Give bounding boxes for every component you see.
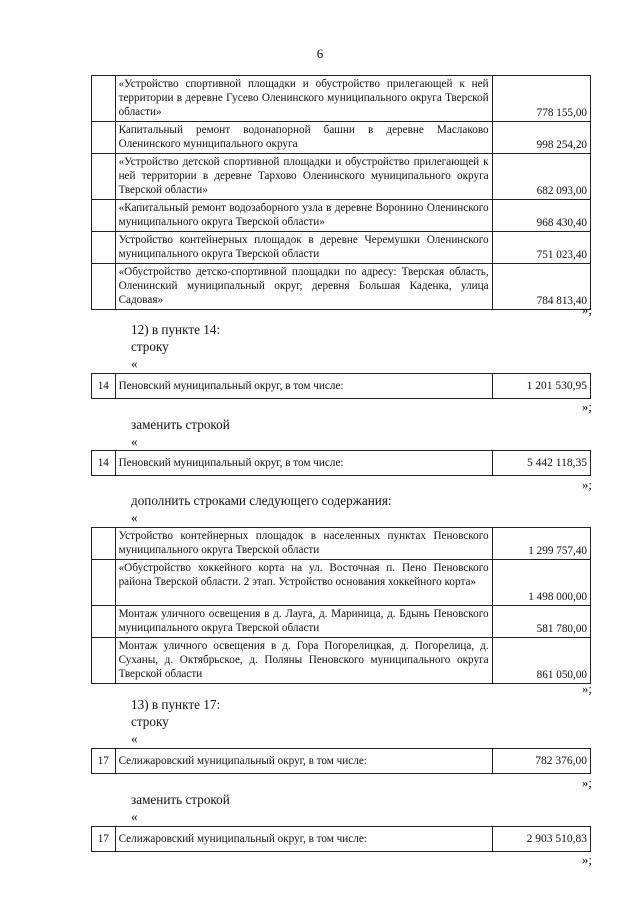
table-row xyxy=(92,122,591,154)
row-name-cell: Монтаж уличного освещения в д. Гора Погорелицкая, д. Погорелица, д. Суханы, д. Октябрьское, д. Поляны Пеновского муниципального округа Тверской области xyxy=(115,638,492,684)
row-number-cell: 14 xyxy=(92,451,116,476)
row-amount-cell: 998 254,20 xyxy=(492,122,590,154)
row-number-cell xyxy=(92,154,116,200)
page-number: 6 xyxy=(316,46,324,61)
row-name-cell: «Устройство спортивной площадки и обустройство прилегающей к ней территории в деревне Гусево Оленинского муниципального округа Тверской области» xyxy=(115,76,492,122)
row-amount-cell: 782 376,00 xyxy=(492,749,590,774)
row-number-cell xyxy=(92,638,116,684)
table-row xyxy=(92,374,591,399)
closing-quote: »; xyxy=(581,775,592,790)
section-12-heading: 12) в пункте 14: xyxy=(131,322,221,337)
row-amount-cell: 2 903 510,83 xyxy=(492,827,590,852)
row-name-cell: Селижаровский муниципальный округ, в том числе: xyxy=(115,827,492,852)
row-name-cell: «Устройство детской спортивной площадки и обустройство прилегающей к ней территории в деревне Тархово Оленинского муниципального округа Тверской области» xyxy=(115,154,492,200)
row-name-cell: «Капитальный ремонт водозаборного узла в деревне Воронино Оленинского муниципального округа Тверской области» xyxy=(115,200,492,232)
table-row xyxy=(92,560,591,606)
row-amount-cell: 784 813,40 xyxy=(492,264,590,310)
row-name-cell: Монтаж уличного освещения в д. Лауга, д. Мариница, д. Бдынь Пеновского муниципального округа Тверской области xyxy=(115,606,492,638)
row-amount-cell: 751 023,40 xyxy=(492,232,590,264)
row-name-cell: Капитальный ремонт водонапорной башни в деревне Маслаково Оленинского муниципального округа xyxy=(115,122,492,154)
table-old-row-14 xyxy=(91,373,591,399)
table-row xyxy=(92,200,591,232)
row-amount-cell: 778 155,00 xyxy=(492,76,590,122)
row-name-cell: Пеновский муниципальный округ, в том числе: xyxy=(115,374,492,399)
row-number-cell: 17 xyxy=(92,749,116,774)
row-amount-cell: 1 299 757,40 xyxy=(492,528,590,560)
section-13-heading: 13) в пункте 17: xyxy=(131,697,221,712)
row-label: строку xyxy=(131,339,169,354)
table-new-row-17 xyxy=(91,826,591,852)
replace-label: заменить строкой xyxy=(131,417,230,432)
row-amount-cell: 861 050,00 xyxy=(492,638,590,684)
row-number-cell xyxy=(92,232,116,264)
row-number-cell xyxy=(92,528,116,560)
row-number-cell xyxy=(92,606,116,638)
closing-quote: »; xyxy=(581,477,592,492)
closing-quote: »; xyxy=(581,681,592,696)
table-row xyxy=(92,606,591,638)
row-number-cell: 17 xyxy=(92,827,116,852)
opening-quote: « xyxy=(131,356,138,371)
row-label: строку xyxy=(131,714,169,729)
closing-quote: »; xyxy=(581,302,592,317)
row-amount-cell: 5 442 118,35 xyxy=(492,451,590,476)
table-row xyxy=(92,232,591,264)
table-row xyxy=(92,638,591,684)
table-row xyxy=(92,264,591,310)
row-number-cell xyxy=(92,560,116,606)
opening-quote: « xyxy=(131,510,138,525)
closing-quote: »; xyxy=(581,852,592,867)
row-number-cell xyxy=(92,76,116,122)
add-rows-label: дополнить строками следующего содержания: xyxy=(131,493,392,508)
table-row xyxy=(92,154,591,200)
row-amount-cell: 1 201 530,95 xyxy=(492,374,590,399)
row-name-cell: Устройство контейнерных площадок в населенных пунктах Пеновского муниципального округа Тверской области xyxy=(115,528,492,560)
replace-label: заменить строкой xyxy=(131,792,230,807)
row-amount-cell: 968 430,40 xyxy=(492,200,590,232)
table-added-rows xyxy=(91,527,591,684)
row-name-cell: «Обустройство детско-спортивной площадки по адресу: Тверская область, Оленинский муниципальный округ, деревня Большая Каденка, улица Садовая» xyxy=(115,264,492,310)
table-continuation xyxy=(91,75,591,310)
opening-quote: « xyxy=(131,434,138,449)
closing-quote: »; xyxy=(581,399,592,414)
opening-quote: « xyxy=(131,809,138,824)
row-name-cell: Пеновский муниципальный округ, в том числе: xyxy=(115,451,492,476)
opening-quote: « xyxy=(131,731,138,746)
row-amount-cell: 1 498 000,00 xyxy=(492,560,590,606)
row-number-cell xyxy=(92,264,116,310)
row-amount-cell: 682 093,00 xyxy=(492,154,590,200)
row-number-cell xyxy=(92,200,116,232)
table-row xyxy=(92,749,591,774)
table-new-row-14 xyxy=(91,450,591,476)
row-number-cell: 14 xyxy=(92,374,116,399)
row-number-cell xyxy=(92,122,116,154)
row-amount-cell: 581 780,00 xyxy=(492,606,590,638)
row-name-cell: «Обустройство хоккейного корта на ул. Восточная п. Пено Пеновского района Тверской области. 2 этап. Устройство основания хоккейного корта» xyxy=(115,560,492,606)
row-name-cell: Селижаровский муниципальный округ, в том числе: xyxy=(115,749,492,774)
table-row xyxy=(92,827,591,852)
table-row xyxy=(92,528,591,560)
row-name-cell: Устройство контейнерных площадок в деревне Черемушки Оленинского муниципального округа Тверской области xyxy=(115,232,492,264)
table-old-row-17 xyxy=(91,748,591,774)
table-row xyxy=(92,451,591,476)
table-row xyxy=(92,76,591,122)
